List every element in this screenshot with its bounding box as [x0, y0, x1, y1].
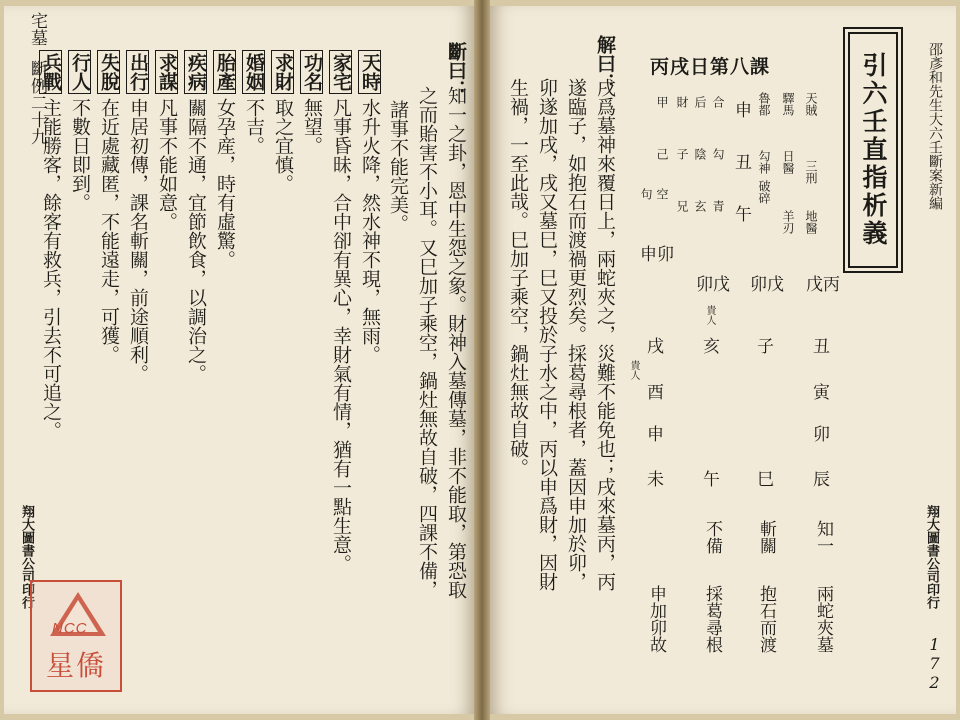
- item-text: 凡事昏昧，合中卻有異心，幸財氣有情，猶有一點生意。: [330, 98, 352, 573]
- liuqin-cai: 財: [675, 96, 689, 108]
- explain-label: 解曰：: [594, 35, 616, 92]
- ke-3-a: 亥: [703, 337, 720, 357]
- ke-2-b: 巳: [757, 470, 774, 490]
- explain-line-1: 戌爲墓神來覆日上，兩蛇夾之，災難不能免也；戌來墓丙，丙: [594, 78, 616, 591]
- stamp-abbr: NCC: [52, 620, 88, 637]
- tianjiang-xuan: 玄: [693, 200, 707, 212]
- ke-top-1: 戊丙: [806, 275, 840, 295]
- item-bingzhan: [39, 50, 62, 440]
- kename-caige: 採葛尋根: [702, 585, 722, 653]
- item-label: 疾病: [184, 50, 207, 94]
- item-text: 取之宜慎。: [272, 98, 294, 193]
- shensha-ludu: 魯都: [757, 92, 771, 116]
- kename-bubei: 不備: [702, 520, 722, 554]
- item-text: 無望。: [301, 98, 323, 155]
- shensha-diyi: 地醫: [804, 210, 818, 234]
- kename-zhiyi: 知一: [813, 520, 833, 554]
- dungan-kong: 空: [655, 188, 669, 200]
- ke-4-c: 申: [647, 425, 664, 445]
- section-title: 引六壬直指析義: [859, 52, 888, 248]
- item-label: 出行: [126, 50, 149, 94]
- item-qiucai: [271, 50, 294, 193]
- item-jiazhai: [329, 50, 352, 573]
- ke-top-2: 卯戊: [750, 275, 784, 295]
- tianjiang-hou: 后: [693, 96, 707, 108]
- item-shituo: [97, 50, 120, 364]
- item-label: 婚姻: [242, 50, 265, 94]
- item-text: 水升火降，然水神不現，無雨。: [359, 98, 381, 364]
- dungan-jia: 甲: [655, 96, 669, 108]
- item-taichan: [213, 50, 236, 269]
- liuqin-xiong: 兄: [675, 200, 689, 212]
- item-text: 申居初傳，課名斬關，前途順利。: [127, 98, 149, 383]
- ke-2-a: 子: [757, 337, 774, 357]
- kename-baoshi: 抱石而渡: [756, 585, 776, 653]
- ke-4-b: 酉: [647, 383, 664, 403]
- item-text: 關隔不通，宜節飲食，以調治之。: [185, 98, 207, 383]
- kename-zhanguan: 斬關: [756, 520, 776, 554]
- section-title-box: [848, 32, 898, 268]
- ke-1-d: 辰: [813, 470, 830, 490]
- chuan-1: 申: [735, 101, 752, 121]
- item-gongming: [300, 50, 323, 155]
- item-label: 胎產: [213, 50, 236, 94]
- explain-line-3: 卯遂加戌，戌又墓巳，巳又投於子水之中，丙以申爲財，因財: [536, 78, 558, 591]
- lesson-title: 丙戌日第八課: [650, 56, 771, 78]
- shensha-posui: 破碎: [757, 180, 771, 204]
- item-text: 主能勝客，餘客有救兵，引去不可追之。: [40, 98, 62, 440]
- publisher-left: 翔大圖書公司印行: [19, 505, 34, 609]
- ke-3-b: 午: [703, 470, 720, 490]
- ke-top-3: 卯戊: [696, 275, 730, 295]
- book-title: 邵彥和先生大六壬斷案新編: [927, 42, 943, 210]
- ke-1-b: 寅: [813, 383, 830, 403]
- kename-liangshe: 兩蛇夾墓: [813, 585, 833, 653]
- book-spine: [474, 0, 490, 720]
- ke-1-a: 丑: [813, 337, 830, 357]
- item-hunyin: [242, 50, 265, 155]
- item-label: 功名: [300, 50, 323, 94]
- item-text: 在近處藏匿，不能遠走，可獲。: [98, 98, 120, 364]
- explain-line-2: 遂臨子，如抱石而渡禍更烈矣。採葛尋根者，蓋因申加於卯，: [565, 78, 587, 591]
- item-label: 兵戰: [39, 50, 62, 94]
- tianjiang-qing: 青: [711, 200, 725, 212]
- header-section: 斷例二十九: [27, 60, 47, 145]
- ke-4-d: 未: [647, 470, 664, 490]
- tianjiang-gou: 勾: [711, 148, 725, 160]
- dungan-ju: 句: [639, 188, 653, 200]
- explain-line-4: 生禍，一至此哉。巳加子乘空，鍋灶無故自破。: [507, 78, 529, 477]
- shensha-yima: 驛馬: [781, 92, 795, 116]
- publisher-right: 翔大圖書公司印行: [924, 505, 939, 609]
- shensha-sanxing: 三刑: [804, 160, 818, 184]
- tianjiang-yin: 陰: [693, 148, 707, 160]
- ke-top-4: 申卯: [640, 245, 674, 265]
- shensha-tianzei: 天賊: [804, 92, 818, 116]
- ncc-stamp: [30, 580, 122, 692]
- chuan-3: 午: [735, 205, 752, 225]
- dungan-ji: 己: [655, 148, 669, 160]
- tianjiang-he: 合: [711, 96, 725, 108]
- guiren-2: 貴人: [628, 360, 639, 380]
- guiren-1: 貴人: [704, 305, 715, 325]
- item-label: 行人: [68, 50, 91, 94]
- item-label: 天時: [358, 50, 381, 94]
- item-label: 求財: [271, 50, 294, 94]
- item-jibing: [184, 50, 207, 383]
- liuqin-zi: 子: [675, 148, 689, 160]
- item-text: 不吉。: [243, 98, 265, 155]
- item-text: 不數日即到。: [69, 98, 91, 212]
- item-label: 求謀: [155, 50, 178, 94]
- chuan-2: 丑: [735, 153, 752, 173]
- shensha-yangren: 羊刃: [781, 210, 795, 234]
- header-top: 宅墓: [27, 12, 47, 46]
- ke-4-a: 戌: [647, 337, 664, 357]
- item-chuxing: [126, 50, 149, 383]
- ke-1-c: 卯: [813, 425, 830, 445]
- item-text: 女孕産，時有虛驚。: [214, 98, 236, 269]
- item-tianshi: [358, 50, 381, 364]
- judgment-line-2: 之而貽害不小耳。又巳加子乘空，鍋灶無故自破，四課不備，: [416, 86, 438, 599]
- page-number: 172: [925, 635, 944, 692]
- item-label: 家宅: [329, 50, 352, 94]
- shensha-riyi: 日醫: [781, 150, 795, 174]
- judgment-label: 斷曰：: [445, 42, 467, 99]
- item-xingren: [68, 50, 91, 212]
- judgment-line-1: 知一之卦，恩中生怨之象。財神入墓傳墓，非不能取，第恐取: [445, 86, 467, 599]
- item-qiumou: [155, 50, 178, 231]
- item-label: 失脫: [97, 50, 120, 94]
- judgment-line-3: 諸事不能完美。: [387, 100, 409, 233]
- stamp-name: 星僑: [45, 649, 106, 682]
- kename-shenjiamao: 申加卯故: [646, 585, 666, 653]
- item-text: 凡事不能如意。: [156, 98, 178, 231]
- shensha-goushen: 勾神: [757, 150, 771, 174]
